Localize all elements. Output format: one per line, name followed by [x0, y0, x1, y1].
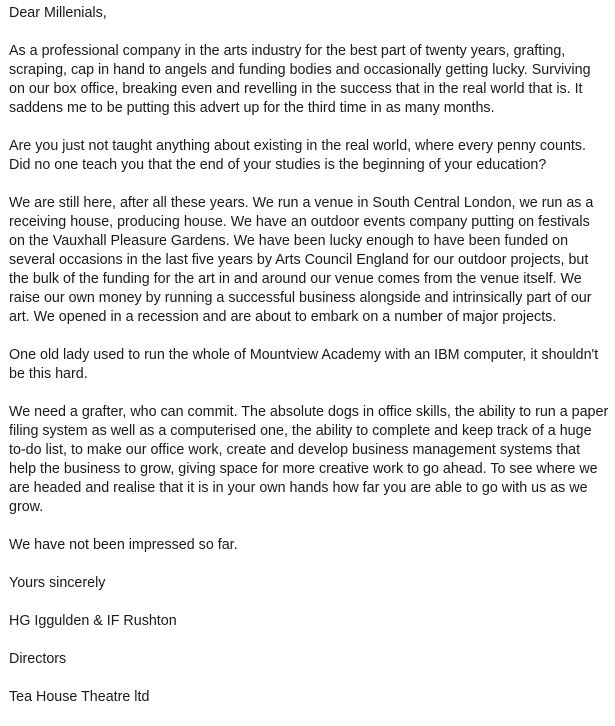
closing: Yours sincerely [9, 575, 106, 591]
salutation: Dear Millenials, [9, 5, 107, 21]
paragraph-mountview: One old lady used to run the whole of Mountview Academy with an IBM computer, it shouldn't be this hard. [9, 347, 599, 382]
role: Directors [9, 651, 67, 667]
company-name: Tea House Theatre ltd [9, 689, 150, 705]
paragraph-about-company: We are still here, after all these years. We run a venue in South Central London, we run as a receiving house, producing house. We have an outdoor events company putting on festivals on the Vauxhall Pleasure Gardens. We have been lucky enough to have been funded on several occasions in the last five years by Arts Council England for our outdoor projects, but the bulk of the funding for the art in and around our venue comes from the venue itself. We raise our own money by running a successful business alongside and intrinsically part of our art. We opened in a recession and are about to embark on a number of major projects. [9, 195, 594, 325]
paragraph-not-impressed: We have not been impressed so far. [9, 537, 238, 553]
paragraph-intro: As a professional company in the arts industry for the best part of twenty years, grafting, scraping, cap in hand to angels and funding bodies and occasionally getting lucky. Surviving on our box office, breaking even and revelling in the success that in the real world that is. It saddens me to be putting this advert up for the third time in as many months. [9, 43, 591, 116]
signatories: HG Iggulden & IF Rushton [9, 613, 177, 629]
letter-body [9, 4, 609, 726]
paragraph-requirements: We need a grafter, who can commit. The absolute dogs in office skills, the ability to run a paper filing system as well as a computerised one, the ability to complete and keep track of a huge to-do list, to make our office work, create and develop business management systems that help the business to grow, giving space for more creative work to go ahead. To see where we are headed and realise that it is in your own hands how far you are able to go with us as we grow. [9, 404, 609, 515]
paragraph-question: Are you just not taught anything about existing in the real world, where every penny counts. Did no one teach you that the end of your studies is the beginning of your education? [9, 138, 586, 173]
